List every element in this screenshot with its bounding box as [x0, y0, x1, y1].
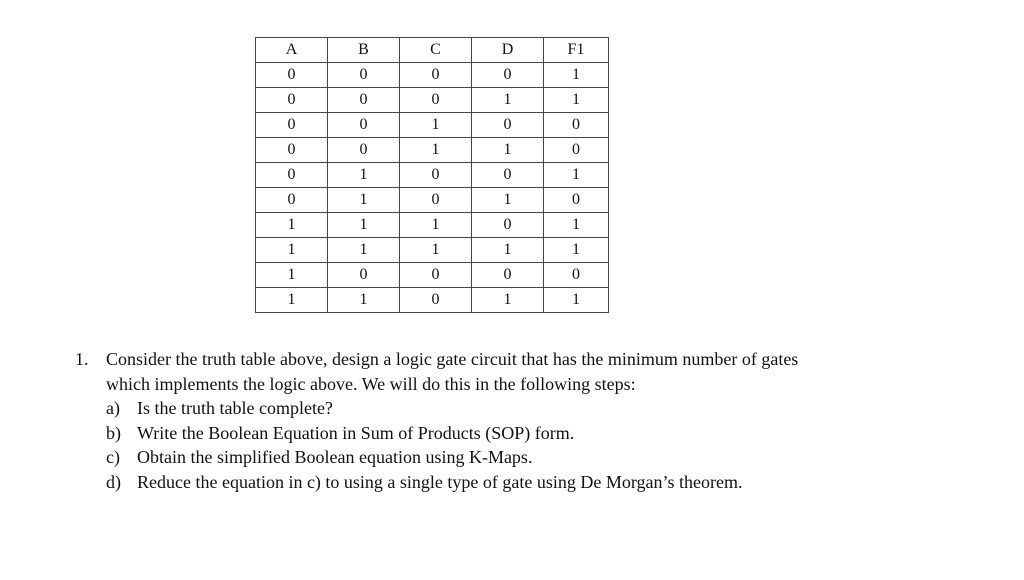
cell-b: 0 [328, 88, 400, 113]
cell-a: 0 [256, 163, 328, 188]
cell-d: 0 [472, 213, 544, 238]
cell-c: 0 [400, 288, 472, 313]
cell-f1: 1 [544, 163, 609, 188]
cell-a: 1 [256, 213, 328, 238]
step-a [106, 396, 835, 421]
cell-f1: 1 [544, 63, 609, 88]
table-row [256, 213, 609, 238]
table-row [256, 88, 609, 113]
cell-a: 0 [256, 138, 328, 163]
table-row [256, 263, 609, 288]
cell-c: 1 [400, 138, 472, 163]
cell-f1: 0 [544, 138, 609, 163]
cell-d: 0 [472, 113, 544, 138]
cell-a: 0 [256, 63, 328, 88]
cell-f1: 1 [544, 213, 609, 238]
table-row [256, 113, 609, 138]
step-letter: b) [106, 422, 121, 443]
step-text: Obtain the simplified Boolean equation using K-Maps. [137, 447, 533, 467]
truth-table [255, 37, 609, 313]
step-c [106, 445, 835, 470]
header-a: A [256, 38, 328, 63]
cell-d: 0 [472, 63, 544, 88]
cell-c: 0 [400, 163, 472, 188]
question-text: Consider the truth table above, design a logic gate circuit that has the minimum number of gates which implements the logic above. We will do this in the following steps: [106, 349, 799, 394]
cell-f1: 1 [544, 238, 609, 263]
table-row [256, 163, 609, 188]
step-letter: d) [106, 471, 121, 492]
cell-a: 1 [256, 288, 328, 313]
cell-a: 0 [256, 113, 328, 138]
cell-c: 1 [400, 213, 472, 238]
table-row [256, 238, 609, 263]
table-row [256, 288, 609, 313]
cell-f1: 0 [544, 113, 609, 138]
header-c: C [400, 38, 472, 63]
step-letter: c) [106, 447, 120, 467]
question-block [75, 347, 835, 494]
cell-b: 1 [328, 238, 400, 263]
step-text: Reduce the equation in c) to using a single type of gate using De Morgan’s theorem. [137, 471, 743, 492]
cell-d: 1 [472, 138, 544, 163]
cell-c: 1 [400, 238, 472, 263]
cell-f1: 1 [544, 288, 609, 313]
table-row [256, 63, 609, 88]
cell-b: 1 [328, 188, 400, 213]
step-d [106, 470, 835, 495]
cell-d: 1 [472, 238, 544, 263]
cell-b: 1 [328, 163, 400, 188]
header-b: B [328, 38, 400, 63]
cell-c: 0 [400, 188, 472, 213]
cell-b: 1 [328, 288, 400, 313]
cell-d: 1 [472, 188, 544, 213]
question-steps [106, 396, 835, 494]
cell-b: 0 [328, 138, 400, 163]
cell-d: 0 [472, 263, 544, 288]
step-text: Is the truth table complete? [137, 398, 333, 418]
cell-b: 1 [328, 213, 400, 238]
step-letter: a) [106, 398, 120, 418]
table-row [256, 188, 609, 213]
cell-a: 0 [256, 88, 328, 113]
header-d: D [472, 38, 544, 63]
cell-c: 0 [400, 63, 472, 88]
table-header-row [256, 38, 609, 63]
step-b [106, 421, 835, 446]
cell-f1: 0 [544, 263, 609, 288]
cell-b: 0 [328, 113, 400, 138]
cell-a: 1 [256, 263, 328, 288]
cell-c: 0 [400, 263, 472, 288]
cell-d: 1 [472, 288, 544, 313]
cell-d: 1 [472, 88, 544, 113]
cell-c: 0 [400, 88, 472, 113]
cell-f1: 0 [544, 188, 609, 213]
cell-f1: 1 [544, 88, 609, 113]
cell-a: 1 [256, 238, 328, 263]
question-number: 1. [75, 349, 89, 369]
step-text: Write the Boolean Equation in Sum of Products (SOP) form. [137, 422, 575, 443]
cell-a: 0 [256, 188, 328, 213]
cell-b: 0 [328, 263, 400, 288]
header-f1: F1 [544, 38, 609, 63]
table-row [256, 138, 609, 163]
cell-b: 0 [328, 63, 400, 88]
cell-c: 1 [400, 113, 472, 138]
cell-d: 0 [472, 163, 544, 188]
